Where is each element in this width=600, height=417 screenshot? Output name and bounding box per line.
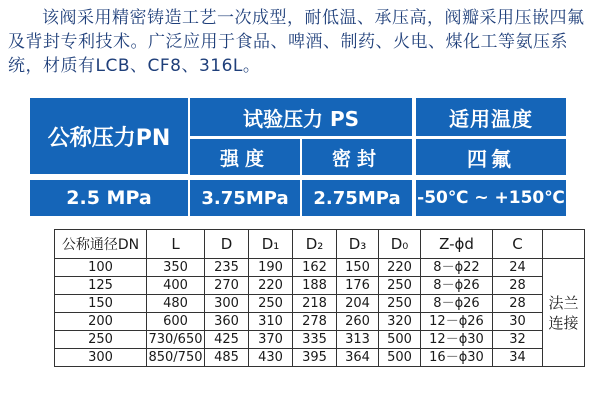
table-cell: 12－ϕ30 <box>421 331 493 349</box>
table-cell: 250 <box>249 295 293 313</box>
table-cell: 260 <box>337 313 379 331</box>
header-temperature: 适用温度 <box>416 98 566 136</box>
table-cell: 730/650 <box>148 332 203 347</box>
table-cell: 500 <box>379 331 421 349</box>
table-cell: 8－ϕ22 <box>421 259 493 277</box>
value-strength: 3.75MPa <box>190 180 300 216</box>
table-cell: 370 <box>249 331 293 349</box>
table-cell: 400 <box>147 277 205 295</box>
header-test-pressure: 试验压力 PS <box>190 98 412 136</box>
table-row <box>55 277 585 295</box>
table-row <box>55 295 585 313</box>
col-header-z-d: Z-ϕd <box>421 230 493 259</box>
table-cell: 850/750 <box>148 350 203 365</box>
table-cell: 32 <box>493 331 543 349</box>
intro-paragraph: 该阀采用精密铸造工艺一次成型，耐低温、承压高，阀瓣采用压嵌四氟及背封专利技术。广泛应用于食品、啤酒、制药、火电、煤化工等氨压系统，材质有LCB、CF8、316L。 <box>8 8 585 76</box>
table-cell: 480 <box>147 295 205 313</box>
table-cell: 34 <box>493 349 543 367</box>
col-header-blank <box>543 230 585 259</box>
table-cell: 150 <box>337 259 379 277</box>
table-cell: 335 <box>293 331 337 349</box>
table-cell: 235 <box>205 259 249 277</box>
table-header-row <box>55 230 585 259</box>
table-cell: 310 <box>249 313 293 331</box>
col-header-dn: 公称通径DN <box>55 230 147 259</box>
header-nominal-pressure: 公称压力PN <box>30 98 188 174</box>
table-cell: 350 <box>147 259 205 277</box>
table-cell: 8－ϕ26 <box>421 295 493 313</box>
table-row <box>55 313 585 331</box>
table-cell: 28 <box>493 277 543 295</box>
table-cell: 162 <box>293 259 337 277</box>
col-header-c: C <box>493 230 543 259</box>
table-row <box>55 331 585 349</box>
table-cell: 600 <box>147 313 205 331</box>
table-row <box>55 259 585 277</box>
col-header-d0: D₀ <box>379 230 421 259</box>
table-cell: 485 <box>205 349 249 367</box>
value-seal: 2.75MPa <box>302 180 412 216</box>
table-cell: 28 <box>493 295 543 313</box>
col-header-d2: D₂ <box>293 230 337 259</box>
col-header-d1: D₁ <box>249 230 293 259</box>
table-cell: 150 <box>55 295 147 313</box>
table-cell: 250 <box>379 277 421 295</box>
header-ptfe: 四氟 <box>416 139 566 175</box>
table-cell: 220 <box>249 277 293 295</box>
table-cell: 16－ϕ30 <box>421 349 493 367</box>
table-cell: 250 <box>55 331 147 349</box>
table-cell: 364 <box>337 349 379 367</box>
table-cell: 30 <box>493 313 543 331</box>
table-cell: 300 <box>55 349 147 367</box>
table-cell: 188 <box>293 277 337 295</box>
table-cell: 218 <box>293 295 337 313</box>
header-seal: 密封 <box>302 139 412 175</box>
table-cell: 500 <box>379 349 421 367</box>
dimension-table <box>54 229 585 367</box>
value-temperature: -50℃ ~ +150℃ <box>416 180 566 216</box>
table-cell: 313 <box>337 331 379 349</box>
col-header-d: D <box>205 230 249 259</box>
col-header-l: L <box>147 230 205 259</box>
table-cell: 300 <box>205 295 249 313</box>
table-cell: 250 <box>379 295 421 313</box>
table-cell: 8－ϕ26 <box>421 277 493 295</box>
value-nominal-pressure: 2.5 MPa <box>30 180 188 216</box>
table-cell: 204 <box>337 295 379 313</box>
table-cell: 278 <box>293 313 337 331</box>
table-cell: 320 <box>379 313 421 331</box>
table-cell: 190 <box>249 259 293 277</box>
table-cell: 270 <box>205 277 249 295</box>
table-cell: 176 <box>337 277 379 295</box>
table-row <box>55 349 585 367</box>
table-cell: 220 <box>379 259 421 277</box>
connection-type-cell: 法兰连接 <box>543 259 585 367</box>
table-cell: 100 <box>55 259 147 277</box>
table-cell: 425 <box>205 331 249 349</box>
header-strength: 强度 <box>190 139 300 175</box>
table-cell: 360 <box>205 313 249 331</box>
table-cell: 125 <box>55 277 147 295</box>
table-cell: 430 <box>249 349 293 367</box>
table-cell: 24 <box>493 259 543 277</box>
col-header-d3: D₃ <box>337 230 379 259</box>
table-cell: 395 <box>293 349 337 367</box>
table-cell: 12－ϕ26 <box>421 313 493 331</box>
table-cell: 200 <box>55 313 147 331</box>
